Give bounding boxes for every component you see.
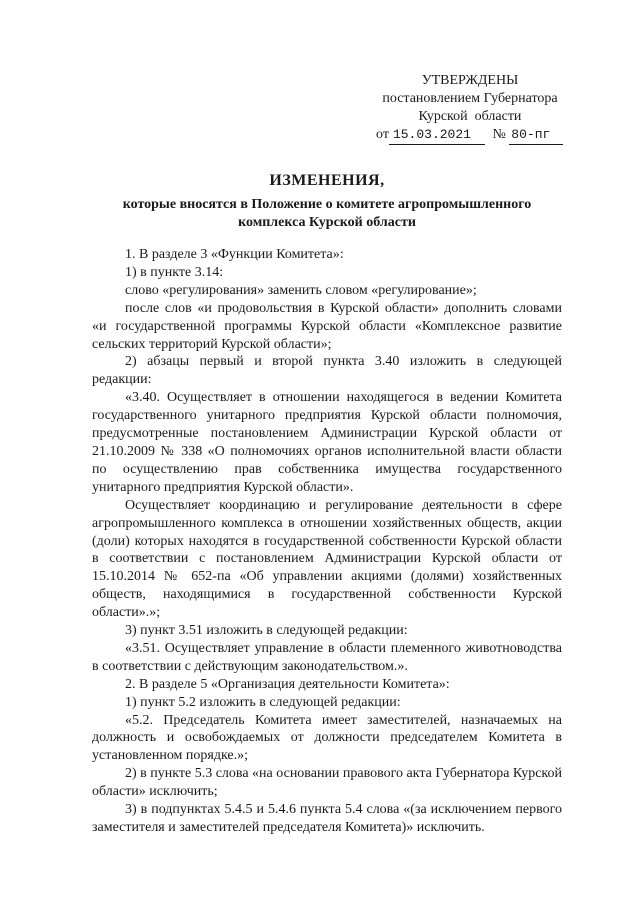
paragraph-9: «3.51. Осуществляет управление в области племенного животноводства в соответствии с действующим законодательством.». (92, 640, 562, 674)
paragraph-6: «3.40. Осуществляет в отношении находящегося в ведении Комитета государственного унитарного предприятия Курской области полномочия, предусмотренные постановлением Администрации Курской области от 21.10.2009 № 338 «О полномочиях органов исполнительной власти области по осуществлению прав собственника имущества государственного унитарного предприятия Курской области». (92, 390, 562, 495)
document-title: ИЗМЕНЕНИЯ, (269, 172, 385, 189)
paragraph-4: после слов «и продовольствия в Курской области» дополнить словами «и государственной программы Курской области «Комплексное развитие сельских территорий Курской области»; (92, 300, 562, 352)
approval-date-line (372, 126, 568, 145)
paragraph-10: 2. В разделе 5 «Организация деятельности Комитета»: (125, 676, 450, 692)
approval-block (372, 72, 568, 145)
paragraph-2: 1) в пункте 3.14: (125, 264, 224, 280)
paragraph-1: 1. В разделе 3 «Функции Комитета»: (125, 247, 344, 262)
paragraph-13: 2) в пункте 5.3 слова «на основании правового акта Губернатора Курской области» исключить; (92, 766, 562, 800)
approval-date: 15.03.2021 (392, 127, 471, 142)
paragraph-5: 2) абзацы первый и второй пункта 3.40 изложить в следующей редакции: (92, 354, 562, 388)
paragraph-8: 3) пункт 3.51 изложить в следующей редакции: (125, 623, 408, 639)
number-prefix: № (492, 127, 506, 142)
date-prefix: от (376, 127, 389, 142)
paragraph-3: слово «регулирования» заменить словом «регулирование»; (125, 282, 477, 298)
paragraph-11: 1) пункт 5.2 изложить в следующей редакции: (125, 694, 401, 710)
approval-line-1: постановлением Губернатора (382, 91, 558, 106)
paragraph-14: 3) в подпунктах 5.4.5 и 5.4.6 пункта 5.4 слова «(за исключением первого заместителя и заместителей председателя Комитета)» исключить. (92, 802, 562, 835)
approval-number: 80-пг (511, 127, 551, 142)
approval-line-2: Курской области (418, 109, 522, 124)
paragraph-12: «5.2. Председатель Комитета имеет заместителей, назначаемых на должность и освобождаемых от должности председателем Комитета в установленном порядке.»; (92, 712, 562, 764)
paragraph-7: Осуществляет координацию и регулирование деятельности в сфере агропромышленного комплекса в отношении хозяйственных обществ, акции (доли) которых находятся в государственной собственности Курской области в соответствии с постановлением Администрации Курской области от 15.10.2014 № 652-па «Об управлении акциями (долями) хозяйственных обществ, находящимися в государственной собственности Курской области».»; (92, 497, 562, 621)
document-body (92, 246, 562, 837)
approved-heading: УТВЕРЖДЕНЫ (421, 73, 519, 88)
document-subtitle: которые вносятся в Положение о комитете агропромышленного комплекса Курской области (122, 197, 532, 230)
